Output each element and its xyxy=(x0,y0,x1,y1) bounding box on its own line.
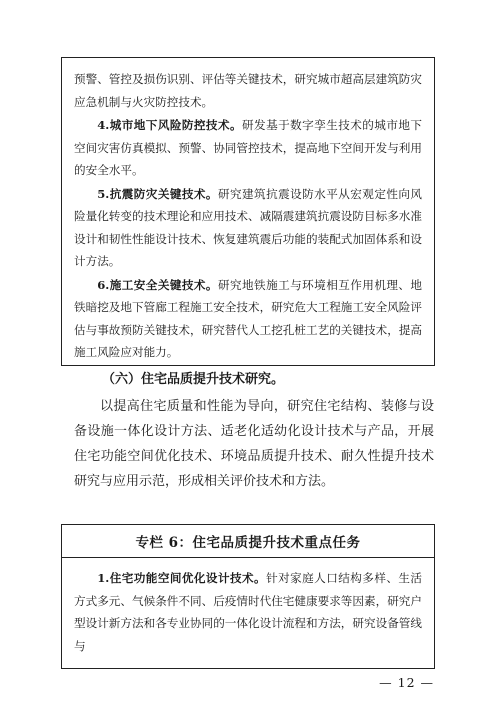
section-body: 以提高住宅质量和性能为导向，研究住宅结构、装修与设备设施一体化设计方法、适老化适幼化设计技术与产品，开展住宅功能空间优化技术、环境品质提升技术、耐久性提升技术研究与应用示范，形成相关评价技术和方法。 xyxy=(74,399,434,489)
box2-title: 专栏 6：住宅品质提升技术重点任务 xyxy=(62,525,434,558)
box2-item-1-text: 针对家庭人口结构多样、生活方式多元、气候条件不同、后疫情时代住宅健康要求等因素，研究户型设计新方法和各专业协同的一体化设计流程和方法，研究设备管线与 xyxy=(74,571,422,653)
item-5-heading: 5.抗震防灾关键技术。 xyxy=(97,186,218,201)
box1-paragraph-1: 预警、管控及损伤识别、评估等关键技术，研究城市超高层建筑防灾应急机制与火灾防控技术。 xyxy=(74,72,422,109)
item-6-heading: 6.施工安全关键技术。 xyxy=(97,277,218,292)
box1-item-6 xyxy=(74,274,422,364)
box2-item-1-heading: 1.住宅功能空间优化设计技术。 xyxy=(97,571,267,585)
item-6-text: 研究地铁施工与环境相互作用机理、地铁暗挖及地下管廊工程施工安全技术，研究危大工程施工安全风险评估与事故预防关键技术，研究替代人工挖孔桩工艺的关键技术，提高施工风险应对能力。 xyxy=(74,277,422,359)
item-4-text: 研发基于数字孪生技术的城市地下空间灾害仿真模拟、预警、协同管控技术，提高地下空间开发与利用的安全水平。 xyxy=(74,118,422,177)
column-box-5-continued xyxy=(61,57,435,366)
box1-item-4 xyxy=(74,114,422,182)
box1-item-5 xyxy=(74,183,422,273)
box2-item-1 xyxy=(74,567,422,657)
item-4-heading: 4.城市地下风险防控技术。 xyxy=(97,118,243,132)
box2-body xyxy=(62,558,434,657)
section-heading: （六）住宅品质提升技术研究。 xyxy=(102,372,285,387)
item-5-text: 研究建筑抗震设防水平从宏观定性向风险量化转变的技术理论和应用技术、减隔震建筑抗震设防目标多水准设计和韧性性能设计技术、恢复建筑震后功能的装配式加固体系和设计方法。 xyxy=(74,186,422,268)
page-number: — 12 — xyxy=(379,675,434,690)
column-box-6 xyxy=(61,524,435,669)
